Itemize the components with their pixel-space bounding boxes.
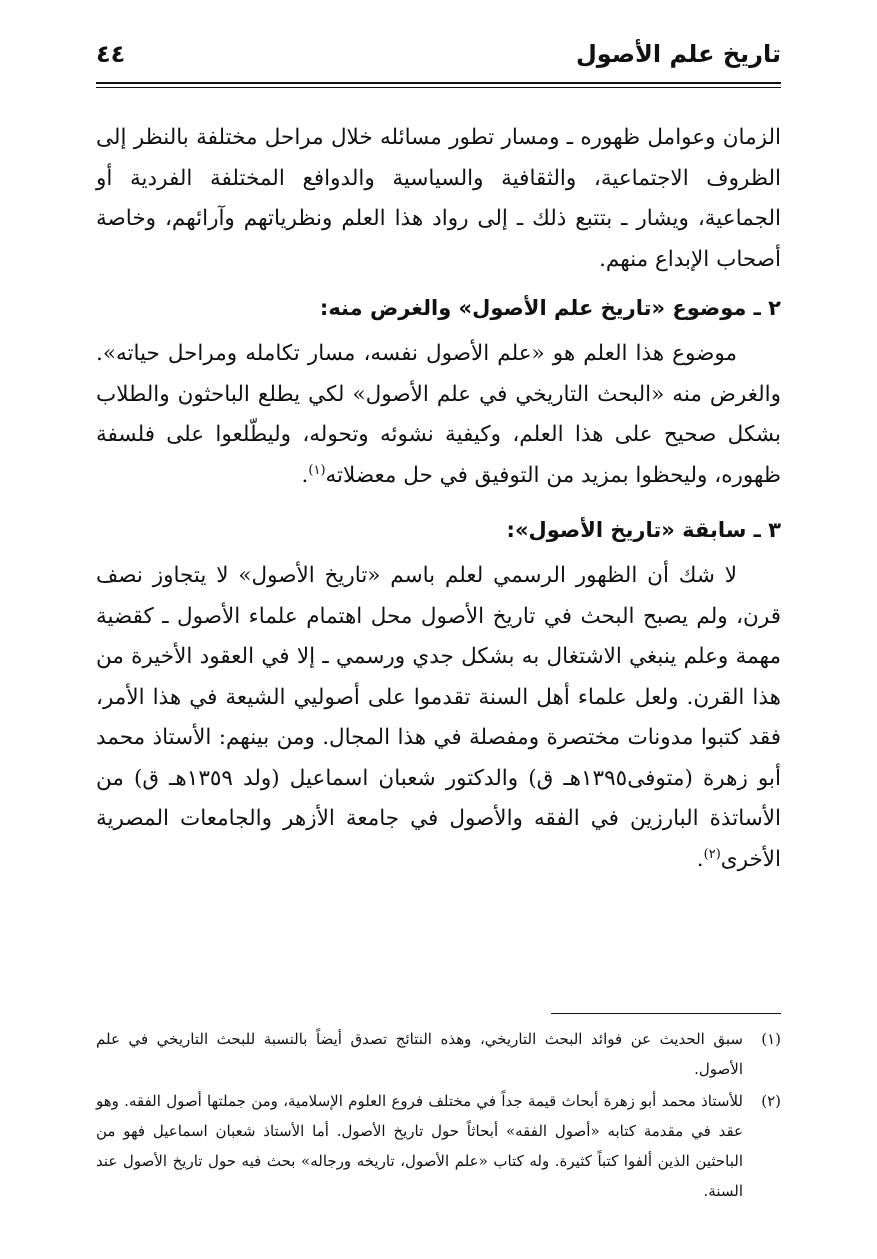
footnote-2 — [96, 1086, 781, 1206]
footnote-ref-2[interactable]: (٢) — [703, 846, 721, 862]
footnote-number: (١) — [761, 1030, 781, 1048]
footnote-text: سبق الحديث عن فوائد البحث التاريخي، وهذه النتائج تصدق أيضاً بالنسبة للبحث التاريخي في علم الأصول. — [96, 1030, 743, 1078]
footnotes — [96, 1024, 781, 1208]
footnote-ref-1[interactable]: (١) — [308, 462, 326, 478]
header-title: تاريخ علم الأصول — [575, 40, 781, 68]
footnote-separator — [551, 1013, 781, 1014]
page-number: ٤٤ — [96, 40, 126, 68]
paragraph-3-end: . — [696, 846, 704, 872]
section-heading-2: ٢ ـ موضوع «تاريخ علم الأصول» والغرض منه: — [319, 296, 781, 320]
main-text — [96, 118, 781, 880]
footnote-text: للأستاذ محمد أبو زهرة أبحاث قيمة جداً في مختلف فروع العلوم الإسلامية، ومن جملتها أصول الفقه. وهو عقد في مقدمة كتابه «أصول الفقه» أبحاثاً حول تاريخ الأصول. أما الأستاذ شعبان اسماعيل فهو من الباحثين الذين ألفوا كتباً كثيرة. وله كتاب «علم الأصول، تاريخه ورجاله» بحث فيه حول تاريخ الأصول عند السنة. — [96, 1092, 743, 1200]
paragraph-2-end: . — [301, 462, 309, 488]
paragraph-3 — [96, 556, 781, 880]
paragraph-2 — [96, 334, 781, 496]
footnote-1 — [96, 1024, 781, 1084]
paragraph-1: الزمان وعوامل ظهوره ـ ومسار تطور مسائله خلال مراحل مختلفة بالنظر إلى الظروف الاجتماعية، والثقافية والسياسية والدوافع المختلفة الفردية أو الجماعية، ويشار ـ بتتبع ذلك ـ إلى رواد هذا العلم ونظرياتهم وآرائهم، وخاصة أصحاب الإبداع منهم. — [96, 125, 781, 272]
footnote-number: (٢) — [761, 1092, 781, 1110]
running-header — [96, 28, 781, 80]
paragraph-2-text: موضوع هذا العلم هو «علم الأصول نفسه، مسار تكامله ومراحل حياته». والغرض منه «البحث التاريخي في علم الأصول» لكي يطلع الباحثون والطلاب بشكل صحيح على هذا العلم، وكيفية نشوئه وتحوله، وليطّلعوا على فلسفة ظهوره، وليحظوا بمزيد من التوفيق في حل معضلاته — [96, 341, 781, 488]
paragraph-3-text: لا شك أن الظهور الرسمي لعلم باسم «تاريخ الأصول» لا يتجاوز نصف قرن، ولم يصبح البحث في تاريخ الأصول محل اهتمام علماء الأصول ـ كقضية مهمة وعلم ينبغي الاشتغال به بشكل جدي ورسمي ـ إلا في العقود الأخيرة من هذا القرن. ولعل علماء أهل السنة تقدموا على أصوليي الشيعة في هذا الأمر، فقد كتبوا مدونات مختصرة ومفصلة في هذا المجال. ومن بينهم: الأستاذ محمد أبو زهرة (متوفى١٣٩٥هـ ق) والدكتور شعبان اسماعيل (ولد ١٣٥٩هـ ق) من الأساتذة البارزين في الفقه والأصول في جامعة الأزهر والجامعات المصرية الأخرى — [96, 563, 781, 872]
header-rule — [96, 82, 781, 84]
header-rule-thin — [96, 87, 781, 88]
section-heading-3: ٣ ـ سابقة «تاريخ الأصول»: — [506, 518, 781, 542]
